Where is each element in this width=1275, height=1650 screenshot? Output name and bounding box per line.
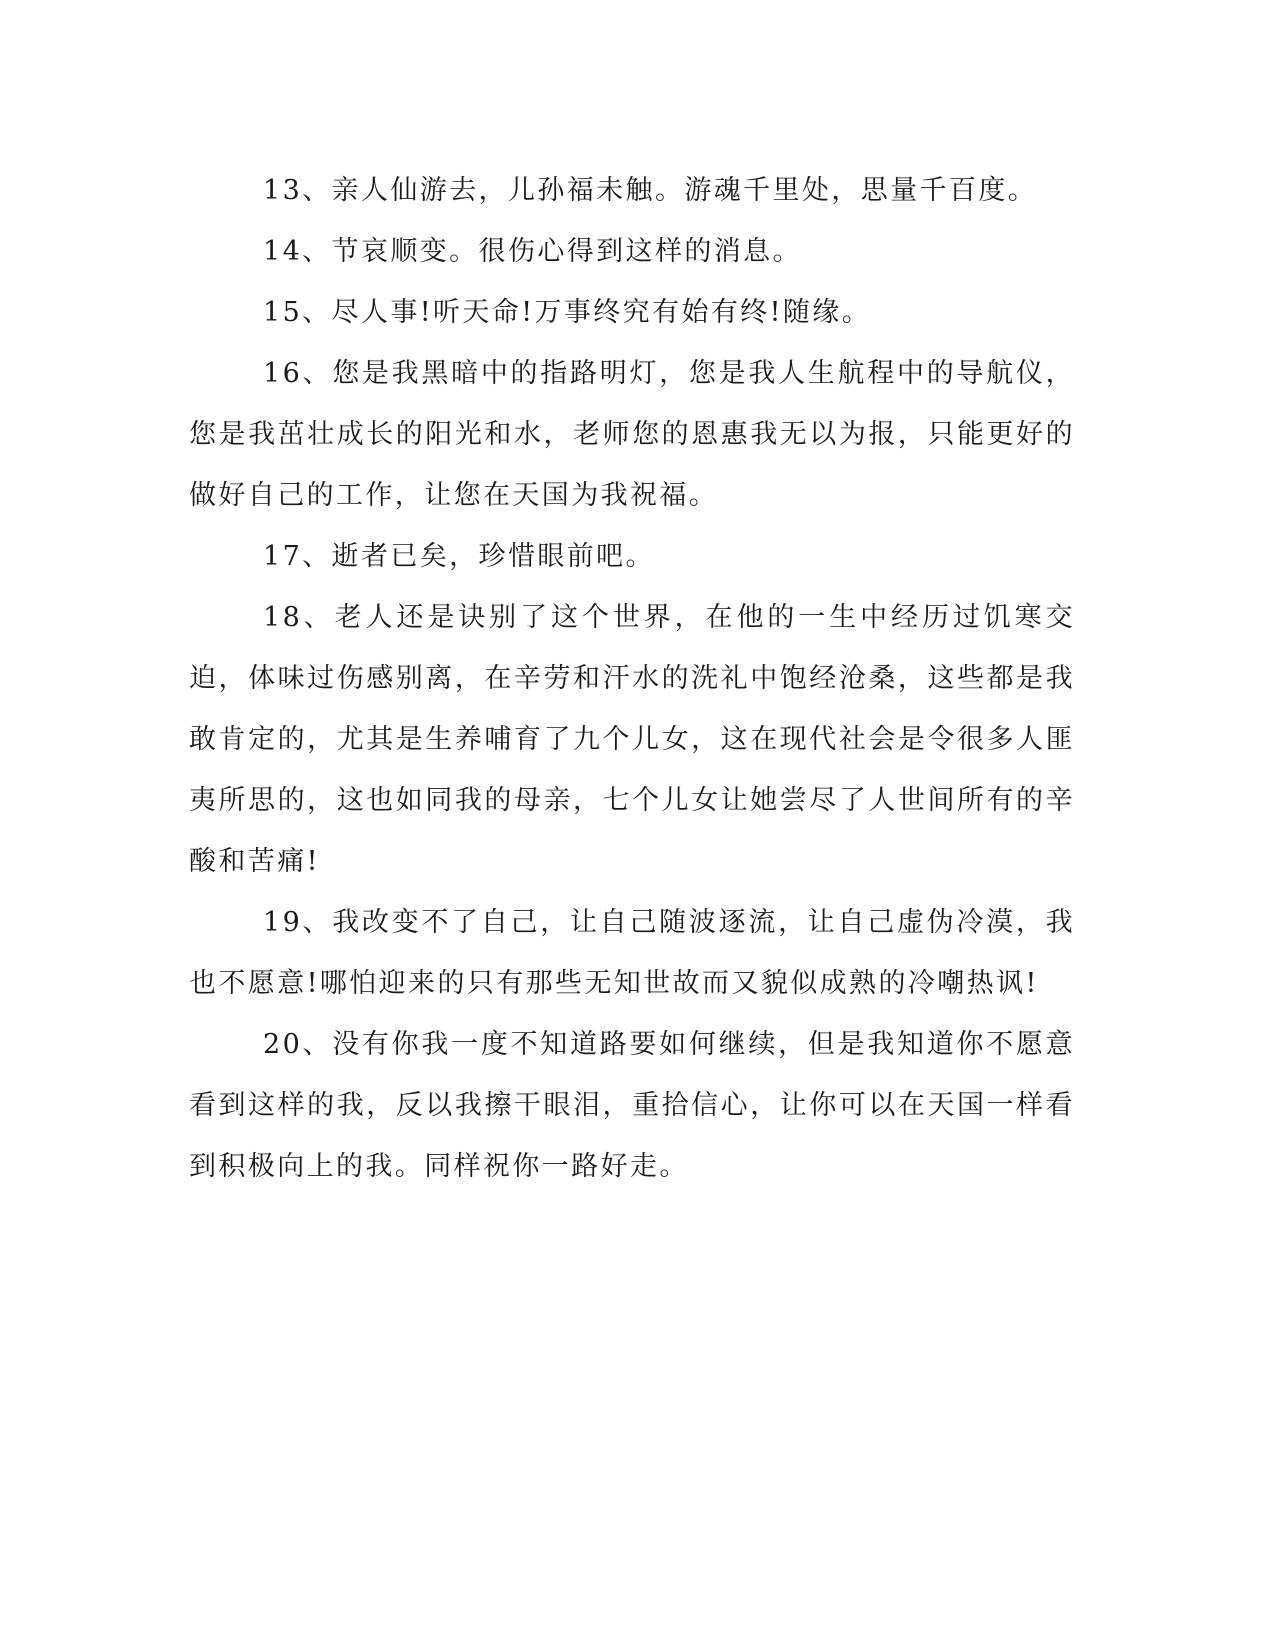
paragraph-20: 20、没有你我一度不知道路要如何继续，但是我知道你不愿意看到这样的我，反以我擦干眼泪，重拾信心，让你可以在天国一样看到积极向上的我。同样祝你一路好走。 [189,1029,1075,1182]
paragraph-17: 17、逝者已矣，珍惜眼前吧。 [263,541,655,572]
paragraph-19: 19、我改变不了自己，让自己随波逐流，让自己虚伪冷漠，我也不愿意!哪怕迎来的只有那些无知世故而又貌似成熟的冷嘲热讽! [189,907,1075,999]
paragraph-18: 18、老人还是诀别了这个世界，在他的一生中经历过饥寒交迫，体味过伤感别离，在辛劳和汗水的洗礼中饱经沧桑，这些都是我敢肯定的，尤其是生养哺育了九个儿女，这在现代社会是令很多人匪夷所思的，这也如同我的母亲，七个儿女让她尝尽了人世间所有的辛酸和苦痛! [189,602,1075,877]
paragraph-15: 15、尽人事!听天命!万事终究有始有终!随缘。 [263,297,872,328]
paragraph-16: 16、您是我黑暗中的指路明灯，您是我人生航程中的导航仪，您是我茁壮成长的阳光和水，老师您的恩惠我无以为报，只能更好的做好自己的工作，让您在天国为我祝福。 [189,358,1075,511]
document-page [189,160,1075,1197]
paragraph-13: 13、亲人仙游去，儿孙福未触。游魂千里处，思量千百度。 [263,175,1038,206]
paragraph-14: 14、节哀顺变。很伤心得到这样的消息。 [263,236,802,267]
